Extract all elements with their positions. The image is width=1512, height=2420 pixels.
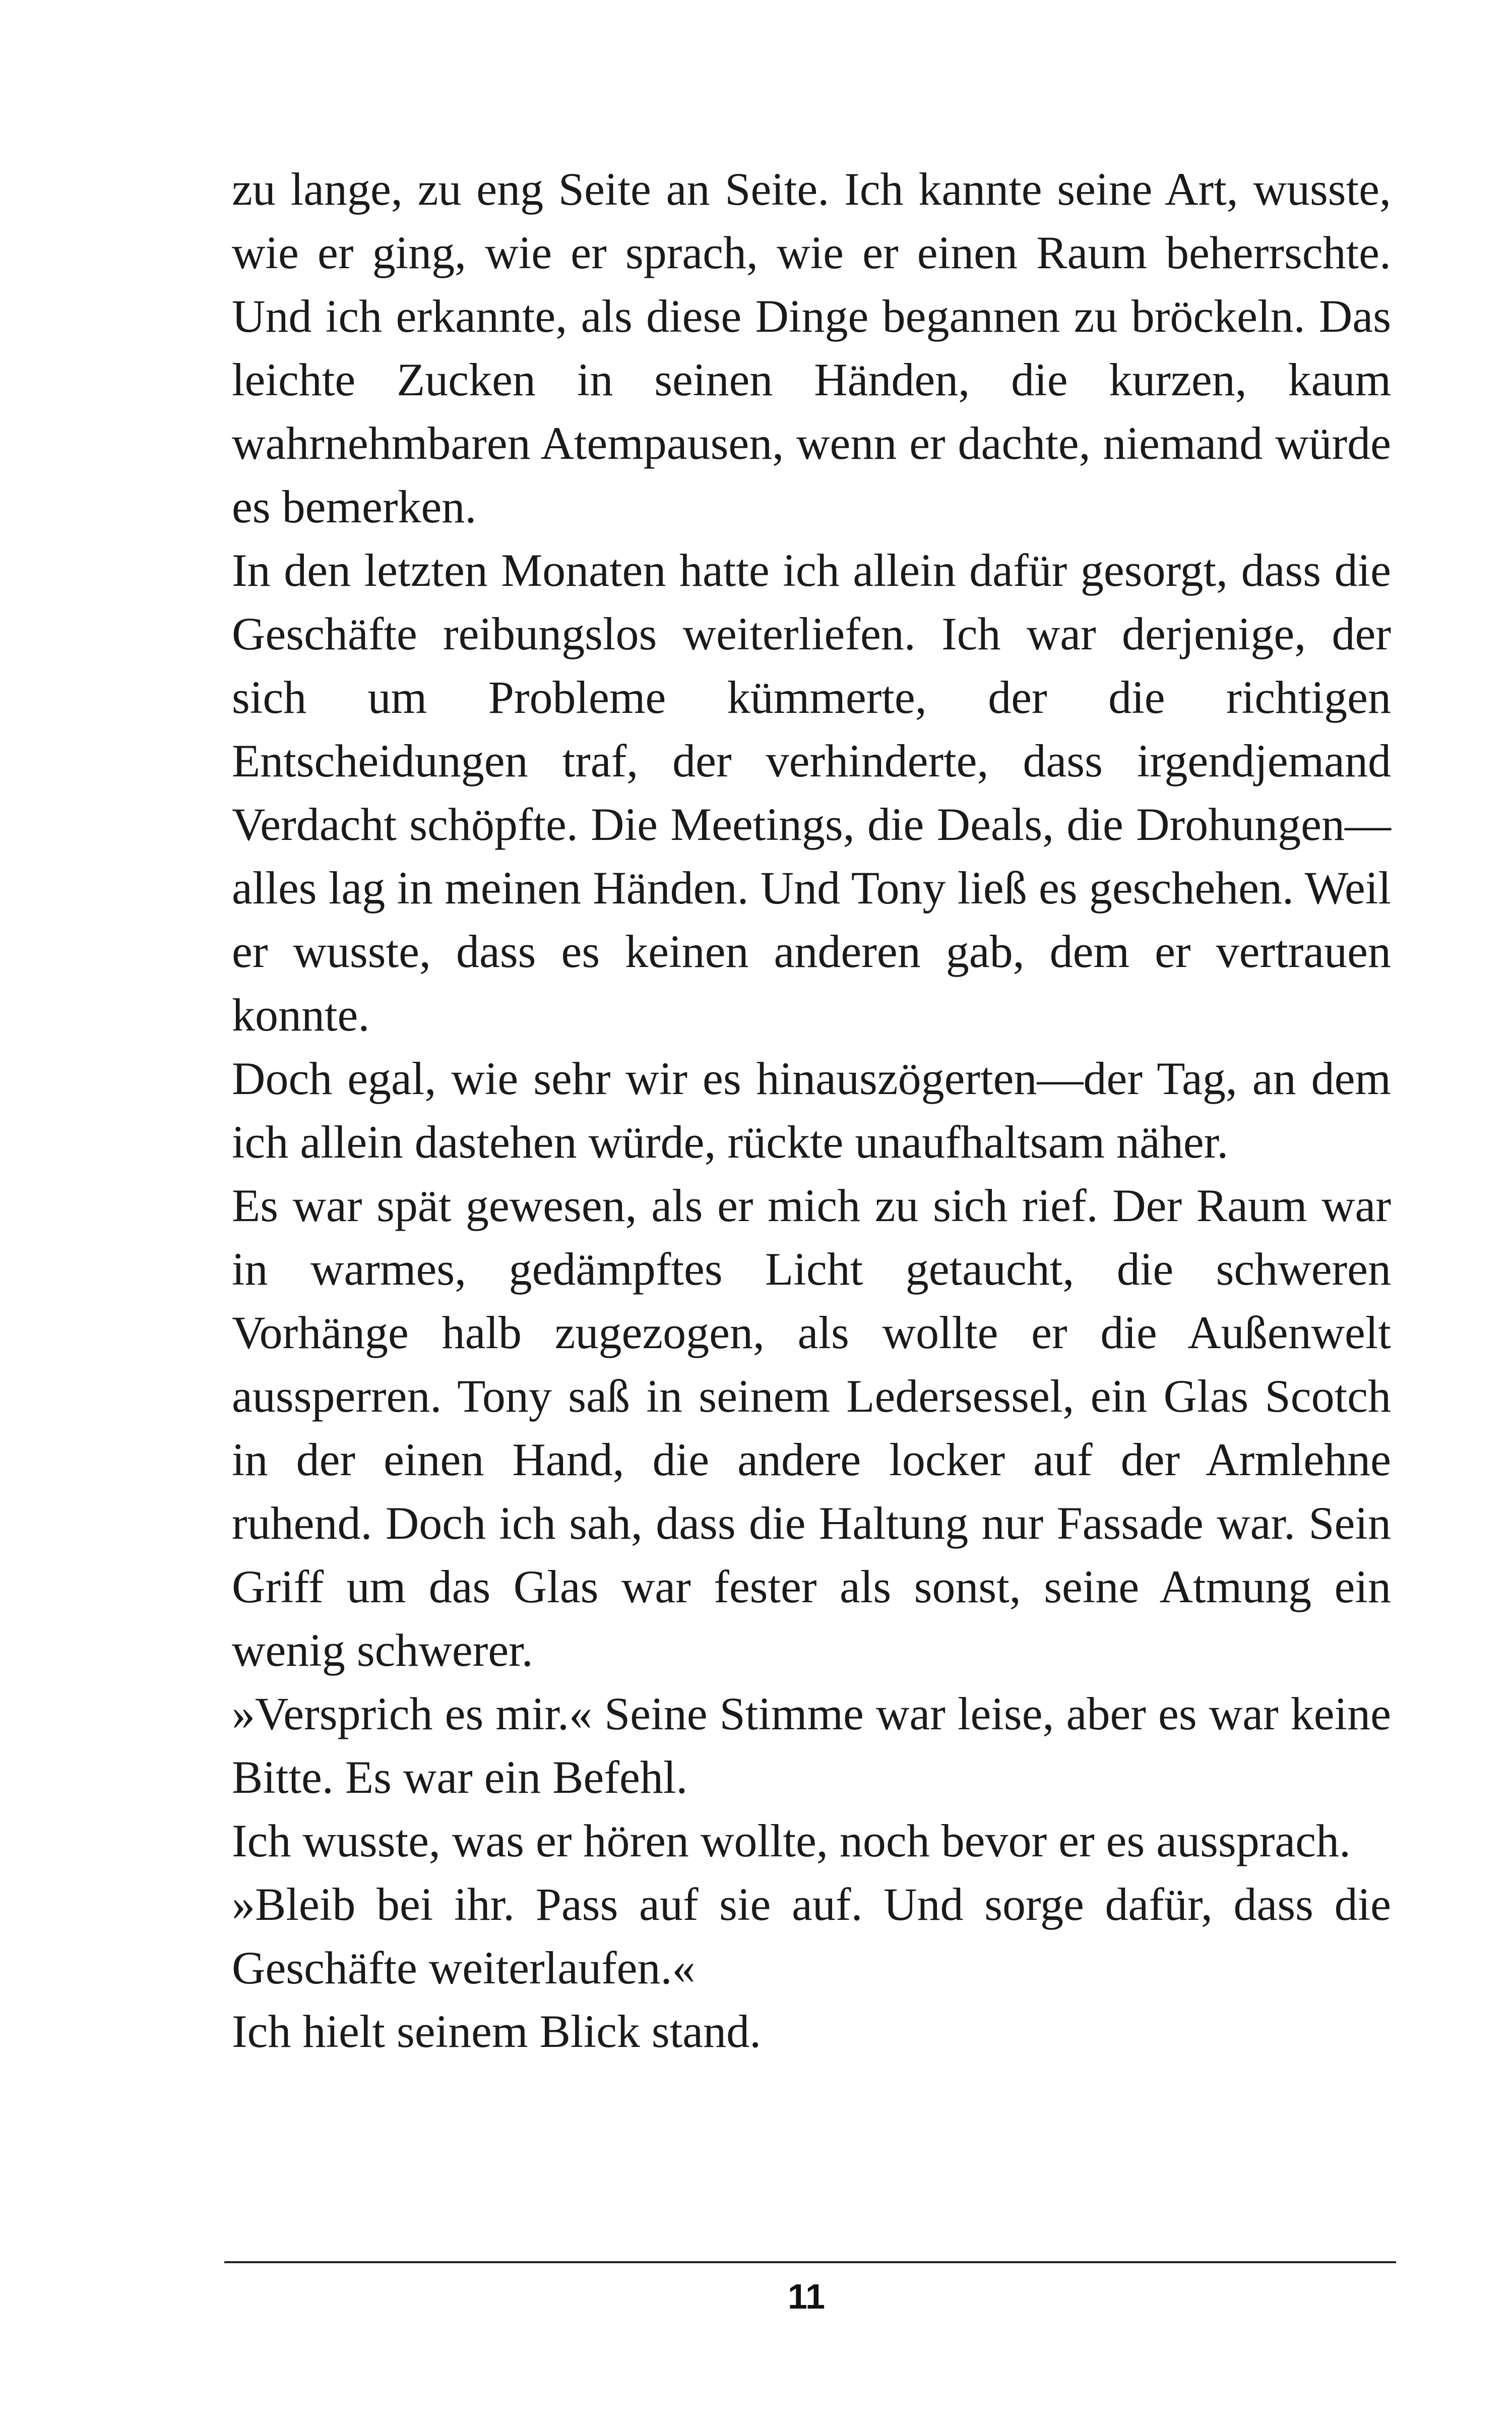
- paragraph: Es war spät gewesen, als er mich zu sich rief. Der Raum war in warmes, gedämpftes Licht getaucht, die schweren Vorhänge halb zugezogen, als wollte er die Außenwelt aussperren. Tony saß in seinem Ledersessel, ein Glas Scotch in der einen Hand, die andere locker auf der Armlehne ruhend. Doch ich sah, dass die Haltung nur Fassade war. Sein Griff um das Glas war fester als sonst, seine Atmung ein wenig schwerer.: [232, 1180, 1391, 1676]
- paragraph: Ich wusste, was er hören wollte, noch bevor er es aussprach.: [232, 1815, 1351, 1866]
- paragraph: Ich hielt seinem Blick stand.: [232, 2006, 762, 2057]
- paragraph: In den letzten Monaten hatte ich allein dafür gesorgt, dass die Geschäfte reibungslos weiterliefen. Ich war derjenige, der sich um Probleme kümmerte, der die richtigen Entscheidungen traf, der verhinderte, dass irgendjemand Verdacht schöpfte. Die Meetings, die Deals, die Drohungen—alles lag in meinen Händen. Und Tony ließ es geschehen. Weil er wusste, dass es keinen anderen gab, dem er vertrauen konnte.: [232, 544, 1391, 1041]
- footer-divider: [224, 2261, 1396, 2263]
- paragraph: »Versprich es mir.« Seine Stimme war leise, aber es war keine Bitte. Es war ein Befehl.: [232, 1688, 1391, 1803]
- body-text: [232, 157, 1391, 2063]
- paragraph: »Bleib bei ihr. Pass auf sie auf. Und sorge dafür, dass die Geschäfte weiterlaufen.«: [232, 1879, 1391, 1993]
- paragraph: zu lange, zu eng Seite an Seite. Ich kannte seine Art, wusste, wie er ging, wie er sprach, wie er einen Raum beherrschte. Und ich erkannte, als diese Dinge begannen zu bröckeln. Das leichte Zucken in seinen Händen, die kurzen, kaum wahrnehmbaren Atempausen, wenn er dachte, niemand würde es bemerken.: [232, 163, 1391, 532]
- paragraph: Doch egal, wie sehr wir es hinauszögerten—der Tag, an dem ich allein dastehen würde, rückte unaufhaltsam näher.: [232, 1053, 1391, 1168]
- page-number: 11: [788, 2277, 825, 2316]
